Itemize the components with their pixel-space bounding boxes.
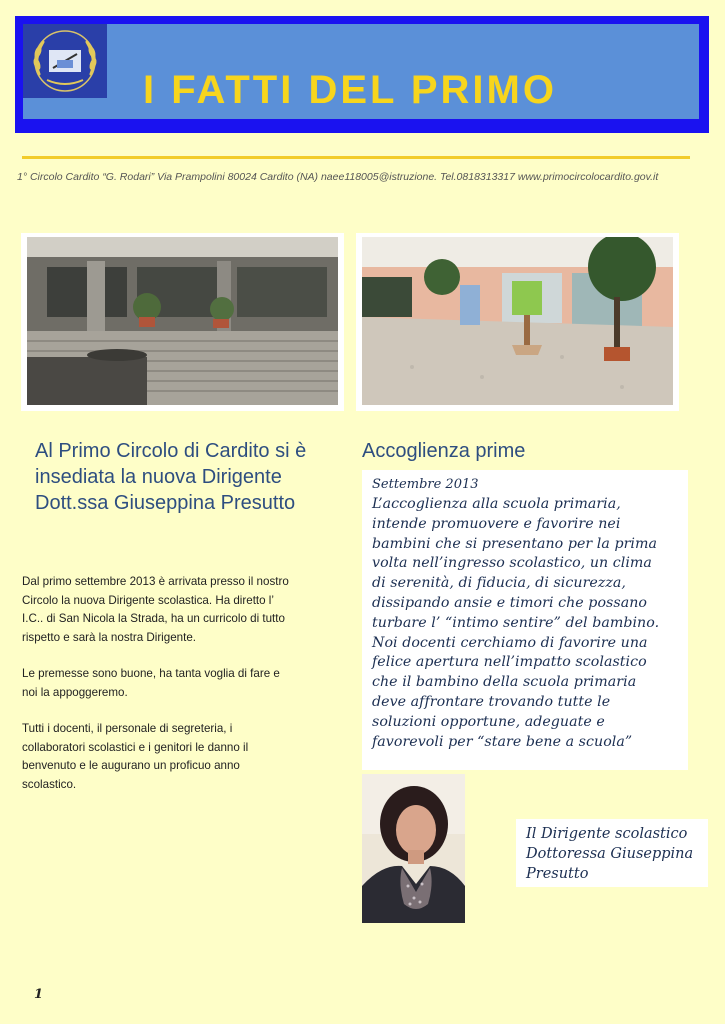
headline-line: insediata la nuova Dirigente	[35, 466, 282, 488]
article-date: Settembre 2013	[372, 477, 479, 492]
body-line: felice apertura nell’impatto scolastico	[372, 654, 647, 671]
right-article-body	[372, 495, 680, 752]
body-line: benvenuto e le augurano un proficuo anno	[22, 759, 240, 772]
body-line: intende promuovere e favorire nei	[372, 515, 621, 532]
body-line: che il bambino della scuola primaria	[372, 674, 637, 691]
body-line: turbare l’ “intimo sentire” del bambino.	[372, 614, 660, 631]
body-line: Tutti i docenti, il personale di segreteria, i	[22, 722, 233, 735]
body-line: rispetto e sarà la nostra Dirigente.	[22, 630, 196, 644]
school-hallway-image	[362, 237, 673, 405]
body-line: deve affrontare trovando tutte le	[372, 693, 611, 710]
school-address-line: 1° Circolo Cardito “G. Rodari” Via Prampolini 80024 Cardito (NA) naee118005@istruzione. Tel.0818313317 www.primocircolocardito.gov.it	[17, 171, 659, 183]
body-line: dissipando ansie e timori che possano	[372, 594, 647, 611]
caption-line: Il Dirigente scolastico	[526, 826, 688, 842]
body-line: Circolo la nuova Dirigente scolastica. Ha diretto l’	[22, 593, 274, 607]
body-line: bambini che si presentano per la prima	[372, 535, 658, 552]
caption-line: Presutto	[526, 866, 589, 882]
right-article-headline: Accoglienza prime	[362, 440, 526, 462]
body-line: noi la appoggeremo.	[22, 685, 128, 699]
school-crest-logo	[23, 24, 107, 98]
body-paragraph	[22, 665, 322, 702]
portrait-image	[362, 774, 465, 923]
body-line: Le premesse sono buone, ha tanta voglia di fare e	[22, 667, 280, 680]
body-paragraph	[22, 573, 322, 647]
left-article-headline	[35, 438, 345, 516]
portrait-caption	[516, 819, 708, 887]
body-line: I.C.. di San Nicola la Strada, ha un curricolo di tutto	[22, 612, 285, 625]
caption-line: Dottoressa Giuseppina	[526, 846, 694, 862]
left-article-body	[22, 573, 322, 812]
body-line: collaboratori scolastici e i genitori le danno il	[22, 740, 249, 754]
school-crest-laurel-icon	[23, 24, 107, 98]
newsletter-title: I FATTI DEL PRIMO	[143, 68, 557, 112]
school-hallway-photo	[356, 233, 679, 411]
body-line: soluzioni opportune, adeguate e	[372, 713, 605, 730]
right-article-textbox	[362, 470, 688, 770]
body-line: volta nell’ingresso scolastico, un clima	[372, 555, 652, 572]
body-line: di serenità, di fiducia, di sicurezza,	[372, 575, 626, 592]
body-paragraph	[22, 720, 322, 794]
school-exterior-image	[27, 237, 338, 405]
header-divider	[22, 156, 690, 159]
page-number: 1	[34, 987, 44, 1002]
body-line: favorevoli per “stare bene a scuola”	[372, 733, 633, 750]
body-line: L’accoglienza alla scuola primaria,	[372, 496, 621, 512]
body-line: scolastico.	[22, 777, 77, 791]
dirigente-portrait-photo	[362, 774, 465, 923]
headline-line: Dott.ssa Giuseppina Presutto	[35, 492, 296, 514]
body-line: Noi docenti cerchiamo di favorire una	[372, 634, 648, 651]
masthead-banner	[23, 24, 699, 119]
school-exterior-photo	[21, 233, 344, 411]
body-line: Dal primo settembre 2013 è arrivata presso il nostro	[22, 575, 289, 588]
headline-line: Al Primo Circolo di Cardito si è	[35, 440, 307, 462]
masthead	[15, 16, 709, 133]
